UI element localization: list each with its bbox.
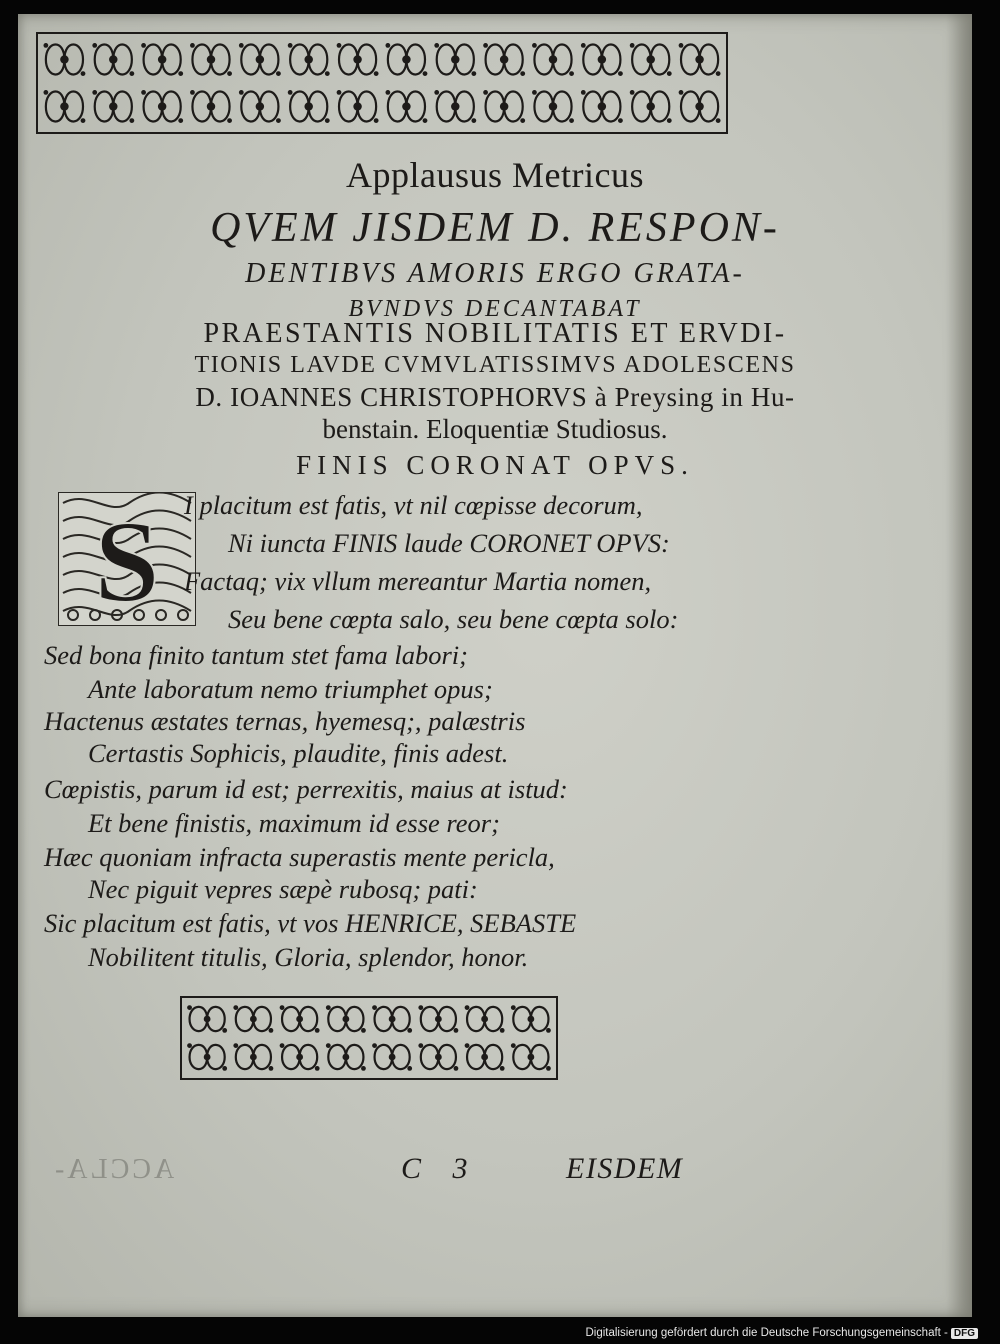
verse-line-7: Hactenus æstates ternas, hyemesq;, palæstris bbox=[44, 706, 526, 736]
verse-line-14: Nobilitent titulis, Gloria, splendor, honor. bbox=[88, 942, 529, 972]
book-page bbox=[18, 14, 972, 1317]
heading-line-4: BVNDVS DECANTABAT bbox=[348, 296, 642, 322]
verse-line-12: Nec piguit vepres sæpè rubosq; pati: bbox=[88, 874, 478, 904]
verse-line-8: Certastis Sophicis, plaudite, finis adest. bbox=[88, 738, 509, 768]
verse-line-13: Sic placitum est fatis, vt vos HENRICE, SEBASTE bbox=[44, 908, 577, 938]
verse-line-2: Ni iuncta FINIS laude CORONET OPVS: bbox=[228, 528, 670, 558]
show-through-text: ACCLA- bbox=[52, 1154, 175, 1185]
verse-line-9: Cœpistis, parum id est; perrexitis, maius at istud: bbox=[44, 774, 568, 804]
heading-line-3: DENTIBVS AMORIS ERGO GRATA- bbox=[245, 258, 745, 289]
verse-line-3: Factaq; vix vllum mereantur Martia nomen, bbox=[184, 566, 652, 596]
bottom-ornament-icon bbox=[180, 996, 558, 1080]
credit-text: Digitalisierung gefördert durch die Deutsche Forschungsgemeinschaft - bbox=[585, 1327, 948, 1339]
top-ornament-icon bbox=[36, 32, 728, 134]
verse-line-6: Ante laboratum nemo triumphet opus; bbox=[88, 674, 493, 704]
heading-line-1: Applausus Metricus bbox=[346, 155, 644, 195]
heading-line-6: TIONIS LAVDE CVMVLATISSIMVS ADOLESCENS bbox=[194, 352, 796, 378]
verse-line-10: Et bene finistis, maximum id esse reor; bbox=[88, 808, 500, 838]
digitization-credit bbox=[585, 1327, 978, 1339]
verse-line-11: Hæc quoniam infracta superastis mente pericla, bbox=[44, 842, 555, 872]
verse-line-4: Seu bene cœpta salo, seu bene cœpta solo: bbox=[228, 604, 679, 634]
heading-line-7: D. IOANNES CHRISTOPHORVS à Preysing in Hu- bbox=[195, 382, 795, 412]
motto: FINIS CORONAT OPVS. bbox=[296, 450, 694, 480]
signature-mark: C 3 bbox=[401, 1152, 480, 1185]
decorated-initial-icon bbox=[58, 492, 196, 626]
catchword: EISDEM bbox=[566, 1152, 684, 1185]
verse-line-1: I placitum est fatis, vt nil cœpisse decorum, bbox=[184, 490, 643, 520]
heading-line-8: benstain. Eloquentiæ Studiosus. bbox=[322, 414, 668, 444]
dropcap-letter: S bbox=[94, 496, 160, 625]
heading-line-5: PRAESTANTIS NOBILITATIS ET ERVDI- bbox=[203, 318, 787, 349]
heading-line-2: QVEM JISDEM D. RESPON- bbox=[210, 205, 780, 251]
dfg-logo: DFG bbox=[951, 1328, 978, 1339]
verse-line-5: Sed bona finito tantum stet fama labori; bbox=[44, 640, 468, 670]
